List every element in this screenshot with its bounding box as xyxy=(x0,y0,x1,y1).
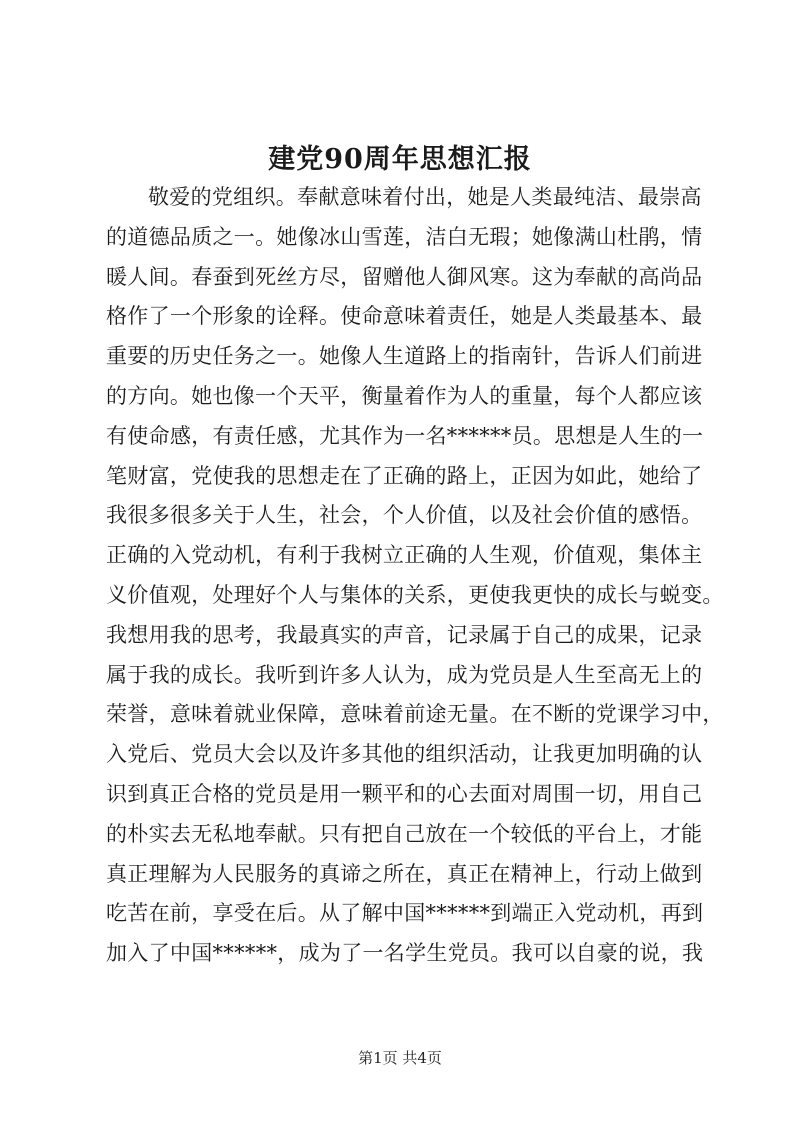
body-line: 的道德品质之一。她像冰山雪莲，洁白无瑕；她像满山杜鹃，情 xyxy=(106,224,703,249)
body-line: 有使命感，有责任感，尤其作为一名******员。思想是人生的一 xyxy=(106,423,704,448)
body-line: 荣誉，意味着就业保障，意味着前途无量。在不断的党课学习中， xyxy=(106,702,724,727)
body-line: 敬爱的党组织。奉献意味着付出，她是人类最纯洁、最崇高 xyxy=(148,185,702,209)
body-line: 的朴实去无私地奉献。只有把自己放在一个较低的平台上，才能 xyxy=(106,821,703,846)
page-number: 第1页 共4页 xyxy=(358,1049,442,1067)
body-line: 的方向。她也像一个天平，衡量着作为人的重量，每个人都应该 xyxy=(106,383,703,408)
body-line: 真正理解为人民服务的真谛之所在，真正在精神上，行动上做到 xyxy=(106,861,703,886)
body-line: 识到真正合格的党员是用一颗平和的心去面对周围一切，用自己 xyxy=(106,781,703,806)
body-line: 入党后、党员大会以及许多其他的组织活动，让我更加明确的认 xyxy=(106,742,703,767)
body-line: 吃苦在前，享受在后。从了解中国******到端正入党动机，再到 xyxy=(106,901,704,926)
body-line: 我想用我的思考，我最真实的声音，记录属于自己的成果，记录 xyxy=(106,622,703,647)
body-line: 笔财富，党使我的思想走在了正确的路上，正因为如此，她给了 xyxy=(106,463,703,488)
body-line: 我很多很多关于人生，社会，个人价值，以及社会价值的感悟。 xyxy=(106,503,703,528)
body-line: 格作了一个形象的诠释。使命意味着责任，她是人类最基本、最 xyxy=(106,304,703,329)
body-line: 暖人间。春蚕到死丝方尽，留赠他人御风寒。这为奉献的高尚品 xyxy=(106,264,703,289)
body-line: 加入了中国******，成为了一名学生党员。我可以自豪的说，我 xyxy=(106,941,704,966)
body-line: 重要的历史任务之一。她像人生道路上的指南针，告诉人们前进 xyxy=(106,344,703,369)
document-title: 建党90周年思想汇报 xyxy=(268,144,532,175)
body-line: 义价值观，处理好个人与集体的关系，更使我更快的成长与蜕变。 xyxy=(106,582,724,607)
document-body xyxy=(106,178,724,974)
body-line: 正确的入党动机，有利于我树立正确的人生观，价值观，集体主 xyxy=(106,543,703,568)
body-line: 属于我的成长。我听到许多人认为，成为党员是人生至高无上的 xyxy=(106,662,703,687)
